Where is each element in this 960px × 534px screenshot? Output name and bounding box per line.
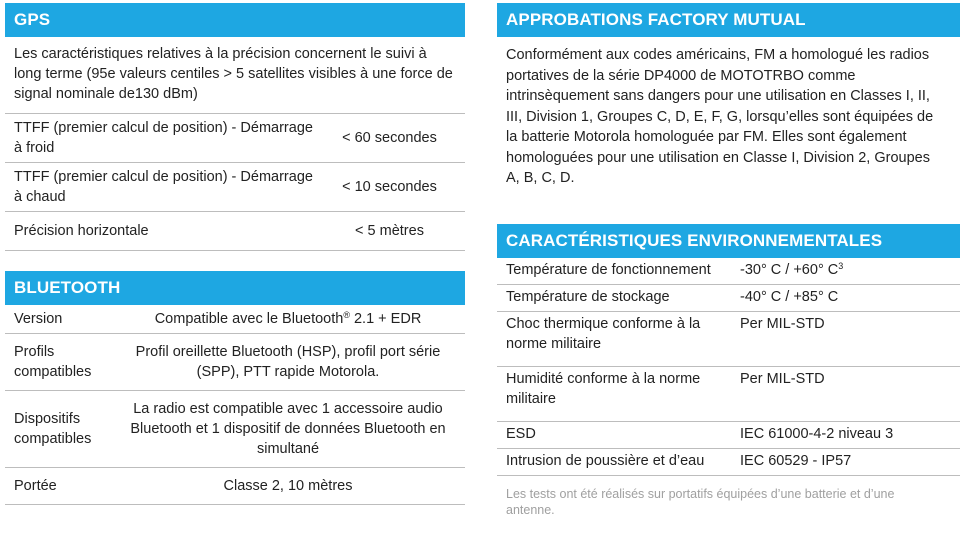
gps-header: GPS	[5, 3, 465, 37]
gps-row-value: < 60 secondes	[342, 130, 437, 146]
bluetooth-row-label: Portée	[14, 478, 57, 494]
bluetooth-header: BLUETOOTH	[5, 271, 465, 305]
bluetooth-row-label: Dispositifs compatibles	[14, 411, 92, 447]
bluetooth-row-range	[5, 468, 465, 505]
env-row-label: Humidité conforme à la norme militaire	[506, 371, 701, 407]
gps-intro: Les caractéristiques relatives à la précision concernent le suivi à long terme (95e valeurs centiles > 5 satellites visibles à une force de signal nominale de130 dBm)	[5, 37, 465, 114]
bluetooth-row-value	[117, 309, 465, 329]
bluetooth-row-value: Classe 2, 10 mètres	[223, 478, 353, 494]
env-row-thermal-shock	[497, 312, 960, 367]
env-row-label: Choc thermique conforme à la norme militaire	[506, 316, 701, 352]
environment-header: CARACTÉRISTIQUES ENVIRONNEMENTALES	[497, 224, 960, 258]
environment-section	[497, 224, 960, 518]
env-row-value: IEC 61000-4-2 niveau 3	[740, 426, 894, 442]
env-row-operating-temp	[497, 258, 960, 285]
env-row-value: -40° C / +85° C	[740, 289, 839, 305]
env-row-storage-temp	[497, 285, 960, 312]
env-row-value: Per MIL-STD	[740, 316, 825, 332]
env-row-humidity	[497, 367, 960, 422]
gps-row-value: < 5 mètres	[355, 223, 424, 239]
gps-row-label: TTFF (premier calcul de position) - Démarrage à froid	[14, 120, 313, 156]
gps-row-label: TTFF (premier calcul de position) - Démarrage à chaud	[14, 169, 313, 205]
env-row-label: Température de stockage	[506, 289, 670, 305]
gps-row-label: Précision horizontale	[14, 223, 149, 239]
fm-approvals-header: APPROBATIONS FACTORY MUTUAL	[497, 3, 960, 37]
env-row-value: Per MIL-STD	[740, 371, 825, 387]
bluetooth-row-profiles	[5, 334, 465, 391]
env-row-label: ESD	[506, 426, 536, 442]
env-row-ingress	[497, 449, 960, 476]
env-row-label: Intrusion de poussière et d’eau	[506, 453, 705, 469]
gps-row-cold-start	[5, 114, 465, 163]
env-footnote: Les tests ont été réalisés sur portatifs équipées d’une batterie et d’une antenne.	[506, 487, 895, 517]
footnote-mark: 3	[838, 261, 844, 271]
left-column	[5, 3, 465, 505]
env-row-value	[732, 260, 960, 280]
fm-approvals-text: Conformément aux codes américains, FM a homologué les radios portatives de la série DP4000 de MOTOTRBO comme intrinsèquement sans dangers pour une utilisation en Classes I, II, III, Division 1, Groupes C, D, E, F, G, lorsqu’elles sont équipées de la batterie Motorola homologuée par FM. Elles sont également homologuées pour une utilisation en Classe I, Division 2, Groupes A, B, C, D.	[506, 47, 934, 186]
gps-row-hot-start	[5, 163, 465, 212]
env-operating-temp-text: -30° C / +60° C	[740, 262, 839, 278]
registered-mark: ®	[343, 310, 350, 320]
gps-section	[5, 3, 465, 251]
bluetooth-row-value: Profil oreillette Bluetooth (HSP), profil port série (SPP), PTT rapide Motorola.	[135, 344, 441, 380]
bluetooth-version-text: Compatible avec le Bluetooth	[154, 311, 344, 327]
gps-row-value: < 10 secondes	[342, 179, 437, 195]
bluetooth-row-devices	[5, 391, 465, 468]
bluetooth-section	[5, 271, 465, 505]
right-column	[497, 3, 960, 517]
bluetooth-row-label: Version	[14, 311, 63, 327]
env-row-value: IEC 60529 - IP57	[740, 453, 852, 469]
bluetooth-row-label: Profils compatibles	[14, 344, 92, 380]
env-row-label: Température de fonctionnement	[506, 262, 711, 278]
bluetooth-row-value: La radio est compatible avec 1 accessoire audio Bluetooth et 1 dispositif de données Bluetooth en simultané	[130, 401, 446, 457]
bluetooth-version-suffix: 2.1 + EDR	[349, 311, 422, 327]
gps-row-precision	[5, 212, 465, 251]
env-row-esd	[497, 422, 960, 449]
fm-approvals-section	[497, 3, 960, 189]
bluetooth-row-version	[5, 305, 465, 334]
